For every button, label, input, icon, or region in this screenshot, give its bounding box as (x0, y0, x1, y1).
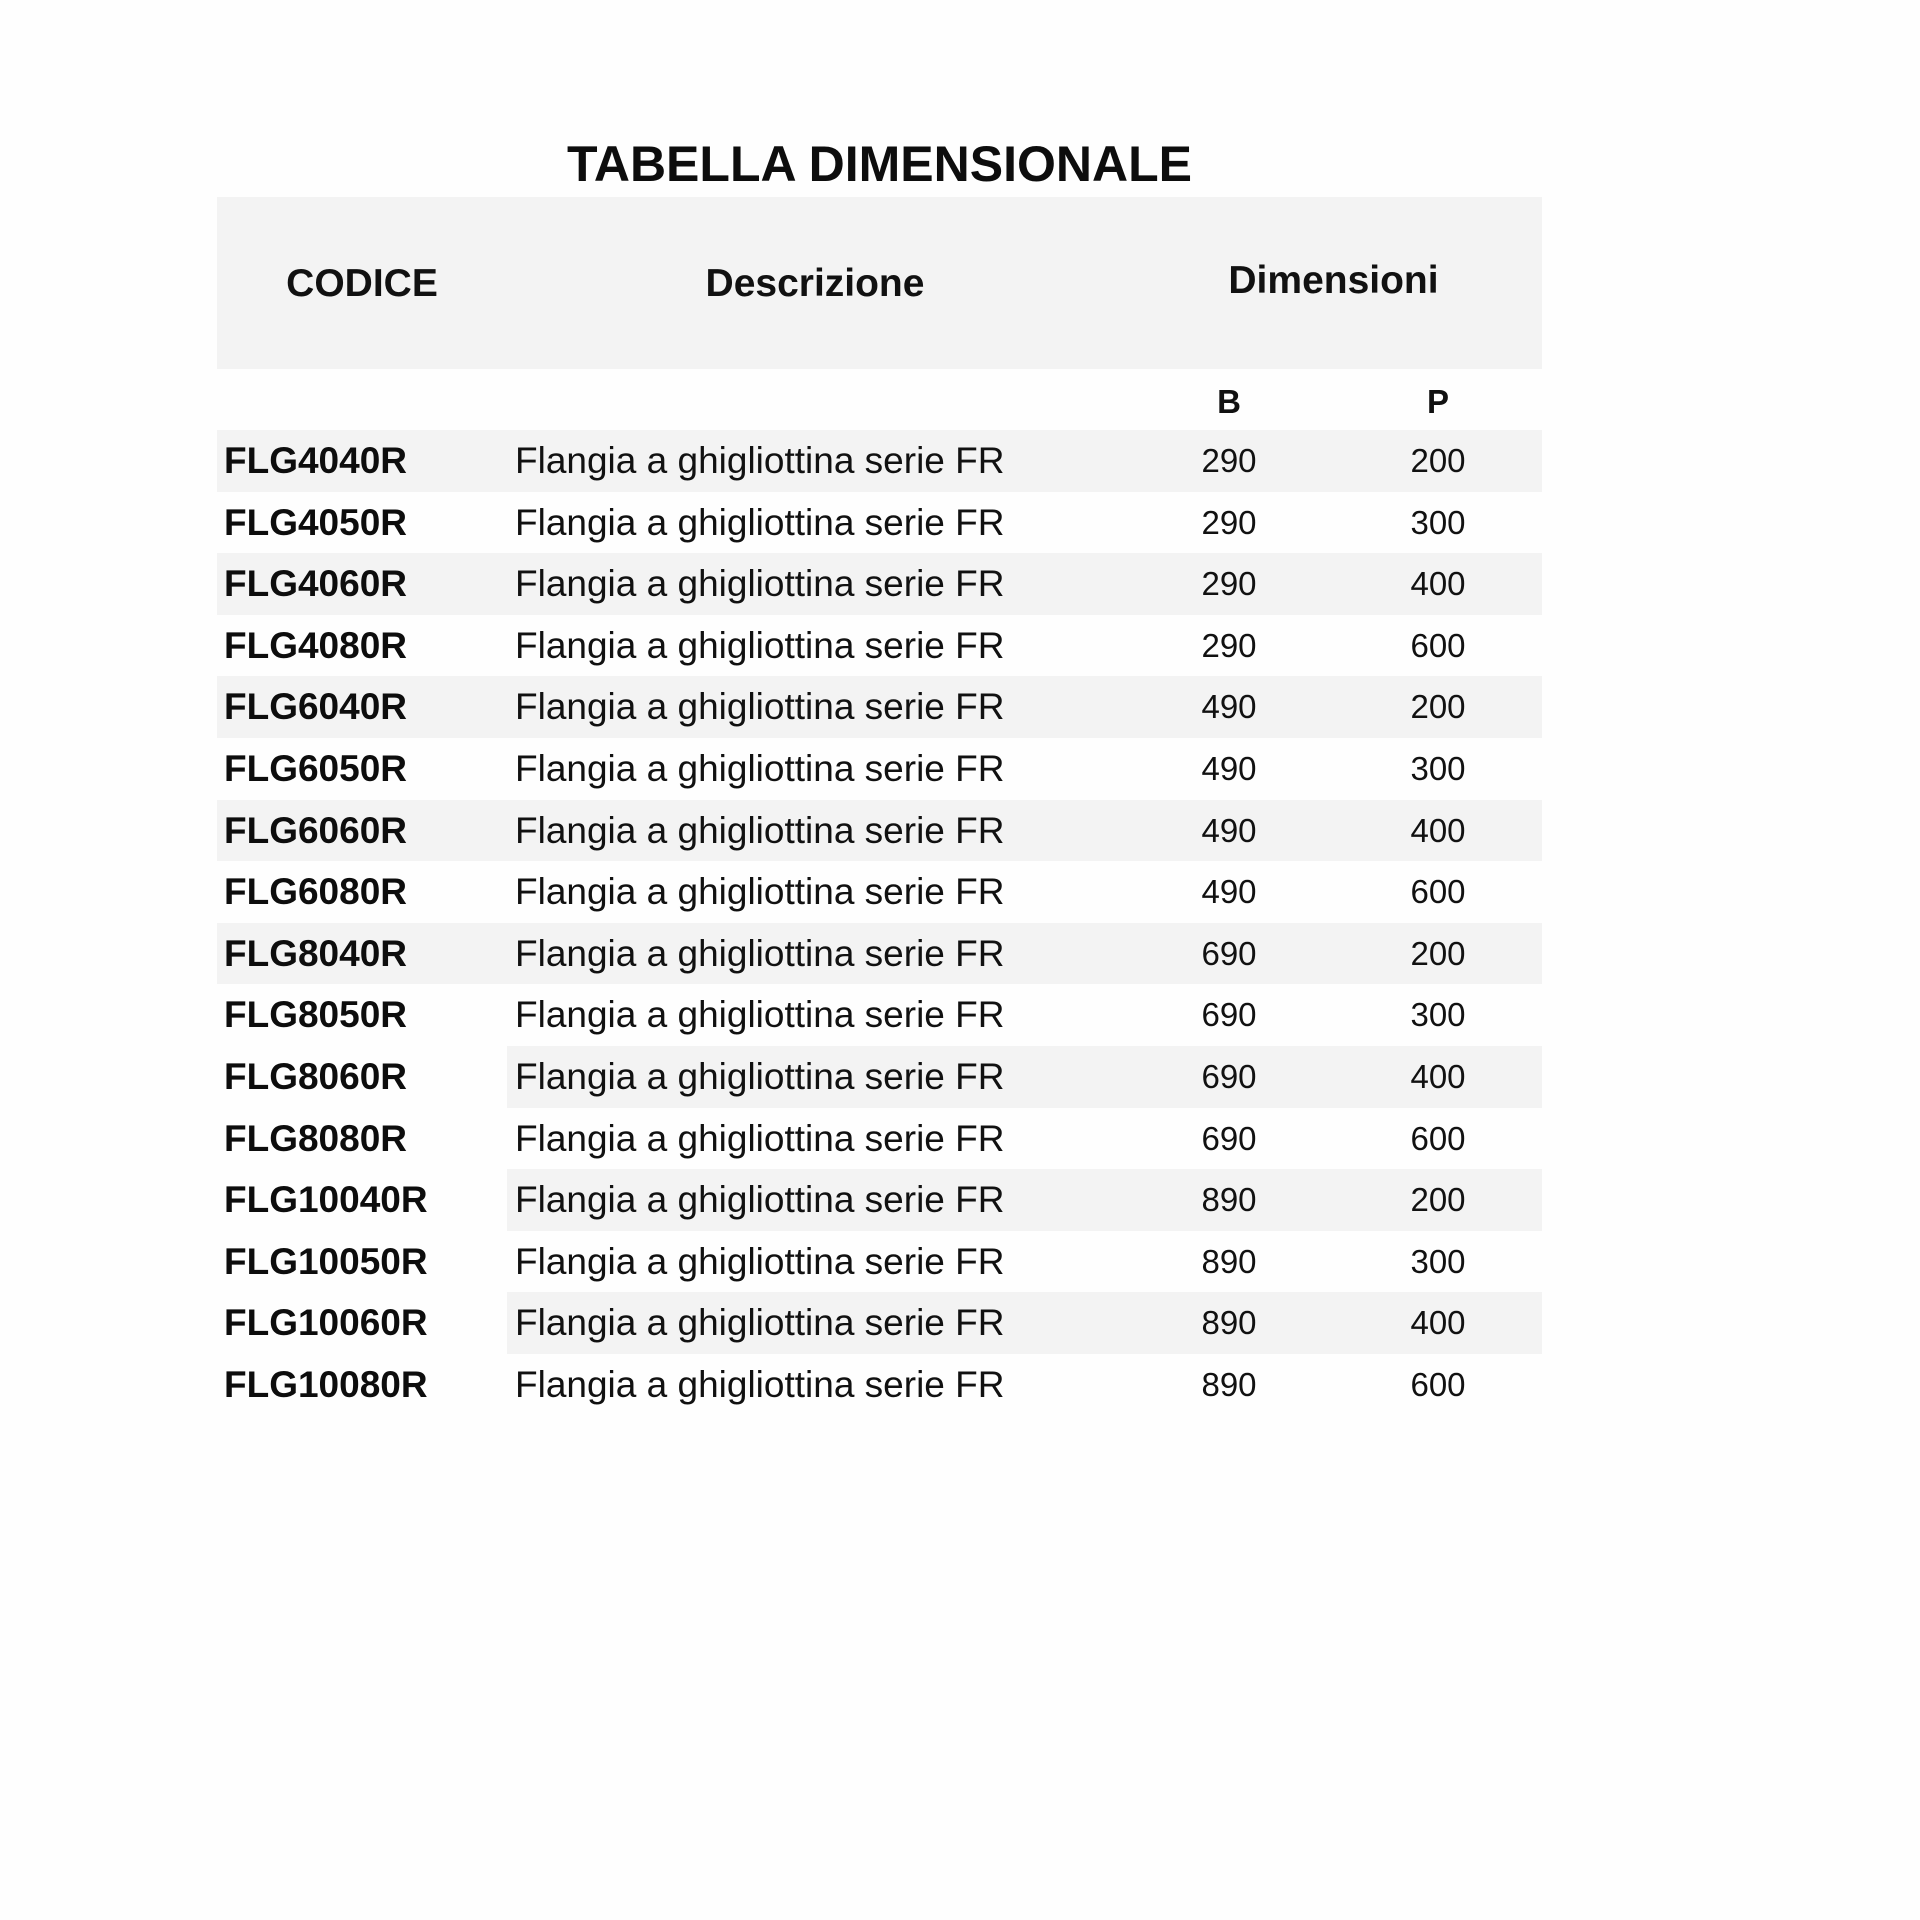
cell-code: FLG6080R (224, 871, 408, 913)
cell-b: 490 (1201, 688, 1257, 726)
cell-code: FLG10060R (224, 1302, 428, 1344)
cell-b: 890 (1201, 1181, 1257, 1219)
cell-p: 600 (1410, 626, 1466, 664)
table-row (217, 615, 1542, 677)
cell-b: 690 (1201, 1119, 1257, 1157)
cell-p: 200 (1410, 688, 1466, 726)
page-title: TABELLA DIMENSIONALE (567, 136, 1192, 192)
table-row (217, 800, 1542, 862)
cell-description: Flangia a ghigliottina serie FR (515, 1363, 1005, 1405)
cell-description: Flangia a ghigliottina serie FR (515, 809, 1005, 851)
table-row (217, 923, 1542, 985)
cell-p: 600 (1410, 873, 1466, 911)
cell-description: Flangia a ghigliottina serie FR (515, 1117, 1005, 1159)
cell-p: 400 (1410, 565, 1466, 603)
header-dimensioni: Dimensioni (1228, 259, 1439, 302)
cell-p: 200 (1410, 1181, 1466, 1219)
cell-description: Flangia a ghigliottina serie FR (515, 501, 1005, 543)
cell-code: FLG4050R (224, 501, 408, 543)
cell-code: FLG10050R (224, 1240, 428, 1282)
cell-p: 300 (1410, 1242, 1466, 1280)
cell-p: 300 (1410, 749, 1466, 787)
cell-description: Flangia a ghigliottina serie FR (515, 871, 1005, 913)
cell-code: FLG4060R (224, 563, 408, 605)
table-row (217, 1354, 1542, 1416)
cell-b: 290 (1201, 503, 1257, 541)
cell-b: 490 (1201, 873, 1257, 911)
cell-p: 200 (1410, 934, 1466, 972)
cell-b: 690 (1201, 996, 1257, 1034)
table-row (217, 1292, 1542, 1354)
cell-description: Flangia a ghigliottina serie FR (515, 932, 1005, 974)
cell-b: 290 (1201, 442, 1257, 479)
table-row (217, 984, 1542, 1046)
cell-p: 400 (1410, 1057, 1466, 1095)
cell-description: Flangia a ghigliottina serie FR (515, 994, 1005, 1036)
cell-code: FLG4080R (224, 624, 408, 666)
cell-code: FLG8080R (224, 1117, 408, 1159)
cell-description: Flangia a ghigliottina serie FR (515, 563, 1005, 605)
cell-description: Flangia a ghigliottina serie FR (515, 1055, 1005, 1097)
subheader-b: B (1217, 383, 1241, 420)
header-codice: CODICE (286, 262, 438, 305)
cell-description: Flangia a ghigliottina serie FR (515, 624, 1005, 666)
cell-b: 490 (1201, 811, 1257, 849)
cell-p: 200 (1410, 442, 1466, 479)
cell-code: FLG8060R (224, 1055, 408, 1097)
cell-p: 600 (1410, 1119, 1466, 1157)
table-body (217, 430, 1542, 1416)
cell-b: 890 (1201, 1242, 1257, 1280)
cell-description: Flangia a ghigliottina serie FR (515, 440, 1005, 481)
cell-b: 690 (1201, 934, 1257, 972)
header-descrizione: Descrizione (705, 262, 925, 305)
cell-description: Flangia a ghigliottina serie FR (515, 686, 1005, 728)
cell-p: 400 (1410, 1304, 1466, 1342)
table-row (217, 553, 1542, 615)
cell-code: FLG6050R (224, 747, 408, 789)
cell-b: 290 (1201, 565, 1257, 603)
cell-code: FLG4040R (224, 440, 408, 481)
table-row (217, 1169, 1542, 1231)
cell-description: Flangia a ghigliottina serie FR (515, 747, 1005, 789)
cell-description: Flangia a ghigliottina serie FR (515, 1179, 1005, 1221)
cell-description: Flangia a ghigliottina serie FR (515, 1302, 1005, 1344)
cell-code: FLG10080R (224, 1363, 428, 1405)
cell-code: FLG8040R (224, 932, 408, 974)
cell-b: 690 (1201, 1057, 1257, 1095)
subheader-p: P (1426, 383, 1449, 420)
table-row (217, 861, 1542, 923)
table-row (217, 1108, 1542, 1170)
table-row (217, 738, 1542, 800)
cell-b: 890 (1201, 1304, 1257, 1342)
cell-code: FLG10040R (224, 1179, 428, 1221)
cell-description: Flangia a ghigliottina serie FR (515, 1240, 1005, 1282)
cell-code: FLG6060R (224, 809, 408, 851)
cell-p: 400 (1410, 811, 1466, 849)
table-row (217, 492, 1542, 554)
cell-b: 890 (1201, 1365, 1257, 1403)
cell-code: FLG6040R (224, 686, 408, 728)
table-row (217, 430, 1542, 492)
cell-p: 600 (1410, 1365, 1466, 1403)
cell-b: 490 (1201, 749, 1257, 787)
table-row (217, 1046, 1542, 1108)
cell-code: FLG8050R (224, 994, 408, 1036)
table-row (217, 676, 1542, 738)
cell-p: 300 (1410, 503, 1466, 541)
table-row (217, 1231, 1542, 1293)
cell-b: 290 (1201, 626, 1257, 664)
cell-p: 300 (1410, 996, 1466, 1034)
